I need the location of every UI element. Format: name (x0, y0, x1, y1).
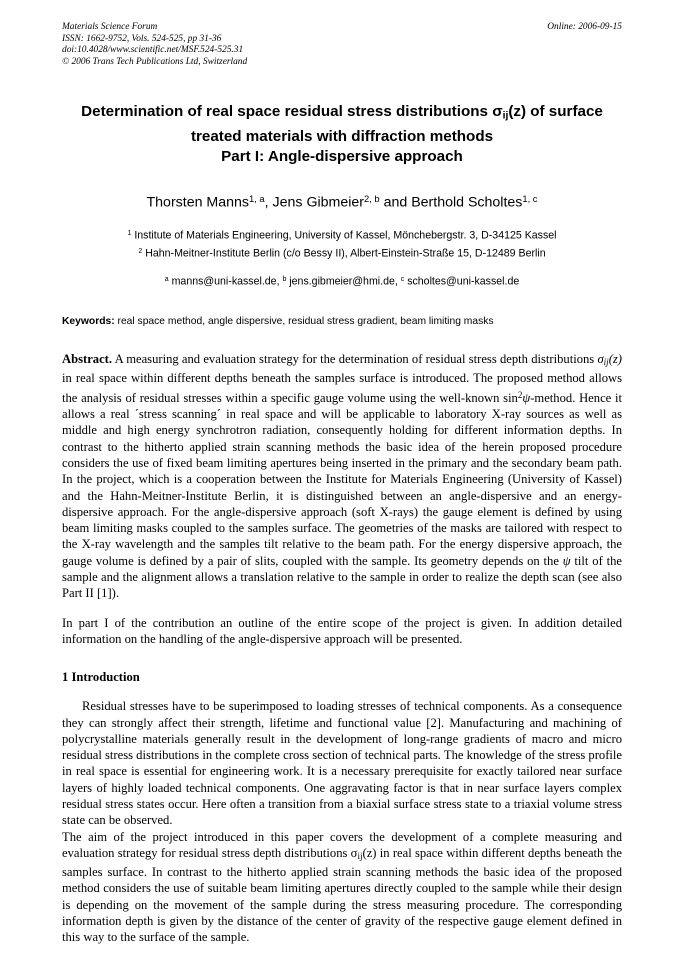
affiliation-2-marker: 2 (138, 248, 143, 256)
title-line-1-post: (z) of surface (508, 103, 603, 121)
abstract-text-part-4: tilt of the sample and the alignment allows a translation relative to the sample in order to realize the depth scan (see also Part II [1]). (62, 553, 622, 601)
abstract-paragraph (62, 351, 622, 601)
author-2-name: Jens Gibmeier (272, 194, 364, 211)
abstract-psi-symbol-2: ψ (562, 553, 571, 568)
title-line-2: treated materials with diffraction methods (190, 127, 494, 145)
affiliation-1-marker: 1 (127, 230, 132, 238)
copyright-line: © 2006 Trans Tech Publications Ltd, Switzerland (62, 56, 248, 67)
online-date: Online: 2006-09-15 (547, 22, 622, 32)
abstract-sin-exponent: 2 (517, 389, 523, 400)
email-b[interactable]: jens.gibmeier@hmi.de, (286, 275, 401, 288)
keywords-label: Keywords: (62, 316, 115, 328)
title-line-1-pre: Determination of real space residual stress distributions (81, 103, 493, 121)
abstract-sigma-symbol: σ (597, 352, 604, 367)
email-a[interactable]: manns@uni-kassel.de, (168, 275, 283, 288)
introduction-sigma-symbol: σ (350, 845, 358, 860)
section-heading-introduction: 1 Introduction (62, 670, 140, 685)
author-1-name: Thorsten Manns (146, 194, 250, 211)
abstract-sigma-subscript: ij (603, 357, 609, 368)
issn-line: ISSN: 1662-9752, Vols. 524-525, pp 31-36 (62, 33, 222, 44)
masthead (62, 22, 622, 68)
abstract-sigma-arg: (z) (608, 352, 622, 367)
title-line-3: Part I: Angle-dispersive approach (221, 147, 463, 165)
abstract-text-part-3: -method. Hence it allows a real ´stress scanning´ in real space and will be applicable to laboratory X-ray sources as well as middle and high energy synchrotron radiation, consequently holding for different information depths. In contrast to the hitherto applied strain scanning methods the basic idea of the herein proposed procedure considers the use of fixed beam limiting apertures being inserted in the primary and the secondary beam path. In the project, which is a cooperation between the Institute for Materials Engineering (University of Kassel) and the Hahn-Meitner-Institute Berlin, it is distinguished between an angle-dispersive and an energy-dispersive approach. For the angle-dispersive approach (soft X-rays) the gauge element is defined by using beam limiting masks coupled to the samples surface. The geometries of the masks are tailored with respect to the X-ray wavelength and the samples tilt relative to the beam path. For the energy dispersive approach, the gauge volume is defined by a pair of slits, coupled with the sample. Its geometry depends on the (62, 390, 622, 568)
sigma-subscript: ij (502, 110, 509, 122)
keywords-line (62, 315, 622, 329)
author-emails (62, 272, 622, 290)
author-separator-2: and (379, 194, 412, 211)
affiliation-1-text: Institute of Materials Engineering, University of Kassel, Mönchebergstr. 3, D-34125 Kassel (131, 229, 557, 242)
abstract-text-part-2: in real space within different depths beneath the samples surface is introduced. The proposed method allows the analysis of residual stresses within a specific gauge volume using the well-known sin (62, 371, 622, 405)
masthead-journal-info (62, 22, 247, 68)
author-2-affiliation-marker: 2, b (364, 193, 380, 204)
page-title (62, 102, 622, 166)
email-c[interactable]: scholtes@uni-kassel.de (404, 275, 520, 288)
introduction-p2-rest: in real space within different depths beneath the samples surface. In contrast to the hitherto applied strain scanning methods the basic idea of the proposed method considers the use of suitable beam limiting apertures directly coupled to the sample while their design is depending on the movement of the sample during the stress measuring procedure. The corresponding information depth is given by the distance of the center of gravity of the respective gauge element defined in this way to the surface of the sample. (62, 845, 622, 945)
introduction-sigma-subscript: ij (357, 850, 363, 861)
sigma-symbol: σ (492, 103, 503, 121)
author-1-affiliation-marker: 1, a (249, 193, 265, 204)
author-3-affiliation-marker: 1, c (522, 193, 538, 204)
journal-name: Materials Science Forum (62, 22, 158, 32)
affiliation-list (62, 226, 622, 262)
introduction-sigma-arg: (z) (362, 845, 377, 860)
doi-line: doi:10.4028/www.scientific.net/MSF.524-525.31 (62, 45, 244, 56)
keywords-text: real space method, angle dispersive, residual stress gradient, beam limiting masks (114, 316, 494, 328)
introduction-p2-pre: The aim of the project introduced in this paper covers the development of a complete measuring and evaluation strategy for residual stress depth distributions (62, 829, 622, 860)
author-separator-1: , (264, 194, 273, 211)
email-marker-c: c (400, 276, 405, 284)
abstract-paragraph-2: In part I of the contribution an outline of the entire scope of the project is given. In addition detailed information on the handling of the angle-dispersive approach will be presented. (62, 615, 622, 646)
email-marker-a: a (164, 276, 169, 284)
author-list (62, 190, 622, 212)
affiliation-2 (62, 244, 622, 262)
abstract-label: Abstract. (62, 352, 113, 367)
introduction-paragraph-1: Residual stresses have to be superimposed to loading stresses of technical components. As a consequence they can strongly affect their strength, lifetime and functional value [2]. Manufacturing and machining of polycrystalline materials generally result in the development of long-range gradients of macro and micro residual stress distributions in the complete cross section of technical parts. The knowledge of the stress profile in real space is essential for engineering work. It is a necessary prerequisite for exactly tailored near surface layers of highly loaded technical components. One aggravating factor is that in near surface layers complex residual stress states occur. Here often a transition from a biaxial surface stress state to a triaxial volume stress state can be observed. (62, 699, 622, 828)
affiliation-2-text: Hahn-Meitner-Institute Berlin (c/o Bessy II), Albert-Einstein-Straße 15, D-12489 Berlin (142, 247, 546, 260)
title-line-1 (62, 102, 622, 126)
affiliation-1 (62, 226, 622, 244)
abstract-psi-symbol: ψ (522, 390, 531, 405)
email-marker-b: b (282, 276, 287, 284)
abstract-text-part-1: A measuring and evaluation strategy for the determination of residual stress depth distributions (112, 352, 598, 367)
introduction-paragraph-2 (62, 829, 622, 946)
author-3-name: Berthold Scholtes (411, 194, 523, 211)
